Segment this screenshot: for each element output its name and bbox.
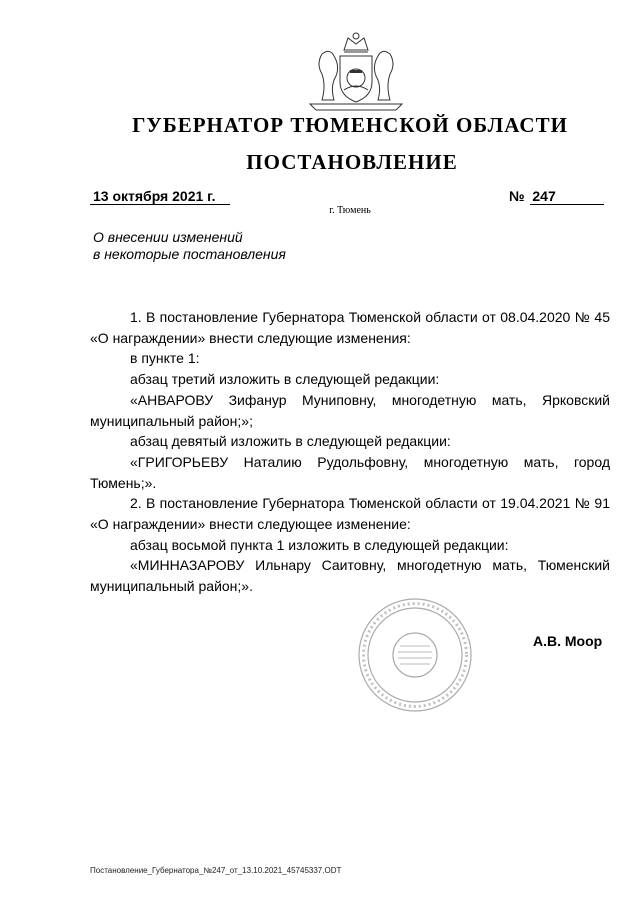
document-date: 13 октября 2021 г. bbox=[93, 188, 216, 204]
paragraph-3: абзац третий изложить в следующей редакции: bbox=[130, 371, 440, 388]
authority-title: ГУБЕРНАТОР ТЮМЕНСКОЙ ОБЛАСТИ bbox=[132, 113, 568, 137]
paragraph-2: в пункте 1: bbox=[130, 350, 200, 367]
subject-line-1: О внесении изменений bbox=[93, 229, 243, 245]
signatory-name: А.В. Моор bbox=[533, 633, 603, 649]
number-value: 247 bbox=[532, 188, 556, 204]
document-type: ПОСТАНОВЛЕНИЕ bbox=[246, 150, 458, 174]
subject-line-2: в некоторые постановления bbox=[93, 246, 286, 262]
document-subject bbox=[93, 229, 286, 263]
paragraph-7: 2. В постановление Губернатора Тюменской области от 19.04.2021 № 91 «О награждении» внести следующее изменение: bbox=[90, 495, 610, 533]
city: г. Тюмень bbox=[329, 205, 371, 216]
document-number bbox=[509, 188, 556, 204]
paragraph-8: абзац восьмой пункта 1 изложить в следующей редакции: bbox=[130, 536, 509, 553]
official-stamp-icon bbox=[356, 596, 474, 714]
paragraph-1: 1. В постановление Губернатора Тюменской области от 08.04.2020 № 45 «О награждении» внести следующие изменения: bbox=[90, 309, 610, 346]
number-label: № bbox=[509, 188, 525, 204]
paragraph-6: «ГРИГОРЬЕВУ Наталию Рудольфовну, многодетную мать, город Тюмень;». bbox=[90, 453, 610, 491]
document-body bbox=[90, 307, 610, 597]
paragraph-5: абзац девятый изложить в следующей редакции: bbox=[130, 433, 451, 450]
coat-of-arms-icon bbox=[300, 30, 412, 112]
paragraph-9: «МИННАЗАРОВУ Ильнару Саитовну, многодетную мать, Тюменский муниципальный район;». bbox=[90, 557, 610, 595]
paragraph-4: «АНВАРОВУ Зифанур Муниповну, многодетную мать, Ярковский муниципальный район;»; bbox=[90, 391, 610, 429]
footer-filename: Постановление_Губернатора_№247_от_13.10.2021_45745337.ODT bbox=[90, 866, 342, 875]
